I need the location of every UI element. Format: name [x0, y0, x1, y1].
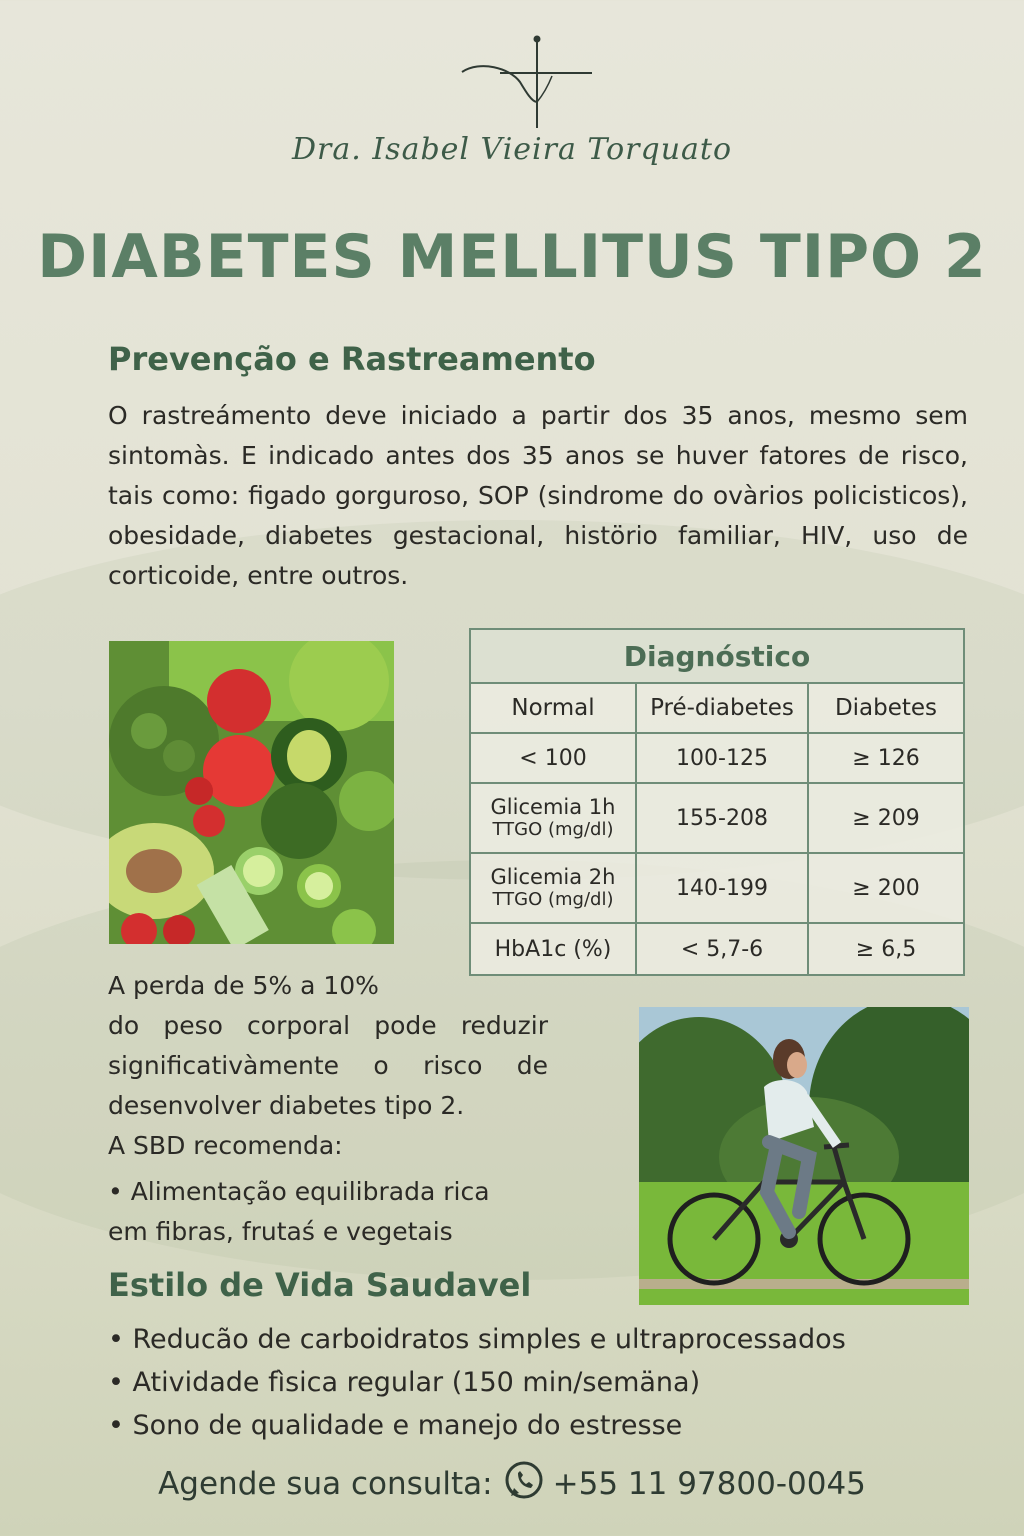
vegetables-photo	[109, 641, 394, 944]
text-line: do peso corporal pode reduzir	[108, 1011, 548, 1040]
table-cell: 100-125	[636, 733, 808, 783]
column-header: Diabetes	[808, 683, 964, 733]
list-item: • Reducão de carboidratos simples e ultraprocessados	[108, 1324, 846, 1355]
prevention-text: O rastreámento deve iniciado a partir dos 35 anos, mesmo sem sintomàs. E indicado antes dos 35 anos se huver fatores de risco, tais como: figado gorguroso, SOP (sindrome do ovàrios policisticos), obesidade, diabetes gestacional, histörio familiar, HIV, uso de corticoide, entre outros.	[108, 401, 968, 590]
table-cell: < 100	[470, 733, 636, 783]
row-label-sub: TTGO (mg/dl)	[492, 819, 614, 840]
row-label-main: Glicemia 2h	[490, 865, 616, 889]
list-item: • Atividade fìsica regular (150 min/semäna)	[108, 1367, 701, 1398]
contact-line	[0, 1460, 1024, 1502]
table-row	[470, 853, 964, 923]
table-cell: 140-199	[636, 853, 808, 923]
table-cell: ≥ 200	[808, 853, 964, 923]
contact-label: Agende sua consulta:	[158, 1466, 493, 1502]
text-line: em fibras, frutaś e vegetais	[108, 1217, 453, 1246]
weight-loss-text	[108, 966, 548, 1252]
text-line: desenvolver diabetes tipo 2.	[108, 1091, 465, 1120]
whatsapp-icon	[503, 1460, 545, 1502]
column-header: Pré-diabetes	[636, 683, 808, 733]
cyclist-photo	[639, 1007, 969, 1305]
table-cell: < 5,7-6	[636, 923, 808, 975]
text-line: A SBD recomenda:	[108, 1131, 343, 1160]
doctor-signature: Dra. Isabel Vieira Torquato	[291, 132, 733, 167]
table-cell: ≥ 209	[808, 783, 964, 853]
diagnosis-table	[469, 628, 965, 976]
diagnosis-title: Diagnóstico	[470, 629, 964, 683]
column-header: Normal	[470, 683, 636, 733]
row-label-sub: TTGO (mg/dl)	[492, 889, 614, 910]
table-cell: 155-208	[636, 783, 808, 853]
row-label: HbA1c (%)	[470, 923, 636, 975]
table-row	[470, 733, 964, 783]
table-cell: ≥ 6,5	[808, 923, 964, 975]
text-line: • Alimentação equilibrada rica	[108, 1177, 490, 1206]
text-line: A perda de 5% a 10%	[108, 971, 379, 1000]
phone-link[interactable]: +55 11 97800-0045	[552, 1466, 866, 1502]
prevention-title: Prevenção e Rastreamento	[108, 340, 596, 378]
list-item: • Sono de qualidade e manejo do estresse	[108, 1410, 683, 1441]
row-label	[470, 853, 636, 923]
cross-logo	[440, 30, 610, 140]
lifestyle-title: Estilo de Vida Saudavel	[108, 1266, 532, 1304]
text-line: significativàmente o risco de	[108, 1051, 548, 1080]
table-cell: ≥ 126	[808, 733, 964, 783]
table-row	[470, 783, 964, 853]
row-label	[470, 783, 636, 853]
lifestyle-list	[108, 1318, 846, 1447]
row-label-main: Glicemia 1h	[490, 795, 616, 819]
page-title: DIABETES MELLITUS TIPO 2	[37, 222, 987, 292]
